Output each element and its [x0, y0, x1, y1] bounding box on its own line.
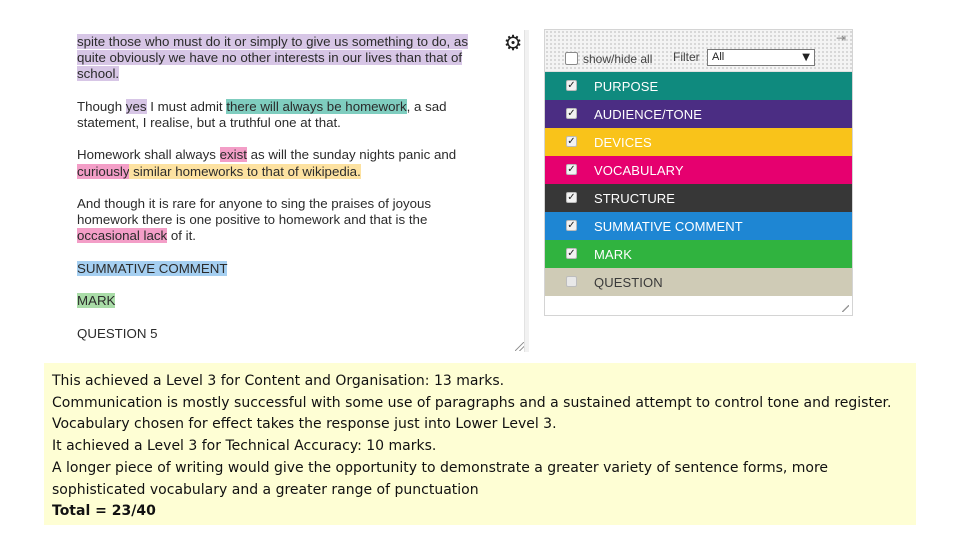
- filter-select[interactable]: [707, 49, 815, 66]
- filter-toolbar: [545, 30, 852, 72]
- note-advice-line: A longer piece of writing would give the opportunity to demonstrate a greater variety of sentence forms, more sophisticated vocabulary and a greater range of punctuation: [52, 459, 829, 498]
- note-total: Total = 23/40: [52, 503, 156, 520]
- filter-checkbox[interactable]: ✓: [567, 248, 576, 259]
- arrow-collapse-icon[interactable]: ⇥: [835, 31, 846, 45]
- filter-row-label: SUMMATIVE COMMENT: [594, 219, 743, 234]
- highlight-audience-tone[interactable]: yes: [125, 98, 147, 114]
- essay-text-run: of it.: [167, 228, 196, 244]
- note-accuracy-line: It achieved a Level 3 for Technical Accuracy: 10 marks.: [52, 438, 437, 455]
- highlight-vocabulary[interactable]: curiously: [77, 163, 130, 179]
- mark-tag: [77, 293, 493, 309]
- essay-paragraph-4: [77, 196, 493, 245]
- filter-row-label: AUDIENCE/TONE: [594, 107, 702, 122]
- filter-checkbox[interactable]: [566, 276, 577, 287]
- essay-text: [77, 34, 493, 352]
- filter-row-label: QUESTION: [594, 275, 663, 290]
- filter-panel: [544, 29, 853, 316]
- filter-row-summative-comment[interactable]: [545, 212, 852, 240]
- filter-row-vocabulary[interactable]: [545, 156, 852, 184]
- filter-select-value: All: [712, 51, 725, 63]
- filter-row-label: MARK: [594, 247, 632, 262]
- note-communication-line: Communication is mostly successful with some use of paragraphs and a sustained attempt to control tone and register. Vocabulary chosen for effect takes the response just into Lower Level 3.: [52, 394, 892, 433]
- filter-checkbox[interactable]: ✓: [567, 80, 576, 91]
- resize-grip-icon[interactable]: [842, 305, 849, 312]
- summative-comment-tag: [77, 261, 493, 277]
- show-hide-all-label: show/hide all: [583, 52, 653, 66]
- highlight-devices[interactable]: similar homeworks to that of wikipedia.: [129, 163, 361, 179]
- filter-checkbox[interactable]: ✓: [567, 136, 576, 147]
- essay-text-run: And though it is rare for anyone to sing the praises of joyous homework there is one positive to homework and that is the: [77, 195, 432, 228]
- filter-row-audience-tone[interactable]: [545, 100, 852, 128]
- essay-paragraph-3: [77, 147, 493, 179]
- highlight-purpose[interactable]: there will always be homework: [226, 98, 407, 114]
- filter-row-label: VOCABULARY: [594, 163, 684, 178]
- filter-checkbox[interactable]: ✓: [567, 192, 576, 203]
- question-label: QUESTION 5: [77, 325, 158, 341]
- gear-icon[interactable]: ⚙: [503, 31, 523, 55]
- essay-scrollbar[interactable]: [524, 30, 529, 352]
- highlight-mark[interactable]: MARK: [77, 293, 116, 309]
- marking-note: [44, 363, 916, 525]
- filter-label: Filter: [673, 50, 700, 64]
- show-hide-all-checkbox[interactable]: [565, 52, 578, 65]
- filter-row-purpose[interactable]: [545, 72, 852, 100]
- filter-checkbox[interactable]: ✓: [567, 220, 576, 231]
- chevron-down-icon: ▼: [802, 52, 810, 63]
- essay-text-run: I must admit: [146, 98, 227, 114]
- filter-row-label: PURPOSE: [594, 79, 659, 94]
- essay-paragraph-2: [77, 99, 493, 131]
- filter-row-mark[interactable]: [545, 240, 852, 268]
- highlight-vocabulary[interactable]: exist: [219, 147, 247, 163]
- highlight-audience-tone[interactable]: spite those who must do it or simply to give us something to do, as quite obviously we have no other interests in our lives than that of school.: [77, 34, 468, 82]
- filter-row-devices[interactable]: [545, 128, 852, 156]
- essay-text-run: , a sad statement, I realise, but a truthful one at that.: [77, 98, 447, 130]
- highlight-summative-comment[interactable]: SUMMATIVE COMMENT: [77, 260, 228, 276]
- filter-list: [545, 72, 852, 296]
- essay-text-run: as will the sunday nights panic and: [246, 147, 457, 163]
- resize-grip-icon[interactable]: [515, 342, 524, 351]
- question-tag: [77, 326, 493, 342]
- essay-panel: [70, 30, 528, 352]
- essay-paragraph-1: [77, 34, 493, 83]
- filter-checkbox[interactable]: ✓: [567, 164, 576, 175]
- filter-row-question[interactable]: [545, 268, 852, 296]
- filter-row-label: DEVICES: [594, 135, 652, 150]
- essay-text-run: Though: [77, 98, 126, 114]
- filter-checkbox[interactable]: ✓: [567, 108, 576, 119]
- filter-row-structure[interactable]: [545, 184, 852, 212]
- essay-text-run: Homework shall always: [77, 147, 220, 163]
- filter-row-label: STRUCTURE: [594, 191, 676, 206]
- highlight-vocabulary[interactable]: occasional lack: [77, 228, 168, 244]
- note-content-line: This achieved a Level 3 for Content and Organisation: 13 marks.: [52, 373, 505, 389]
